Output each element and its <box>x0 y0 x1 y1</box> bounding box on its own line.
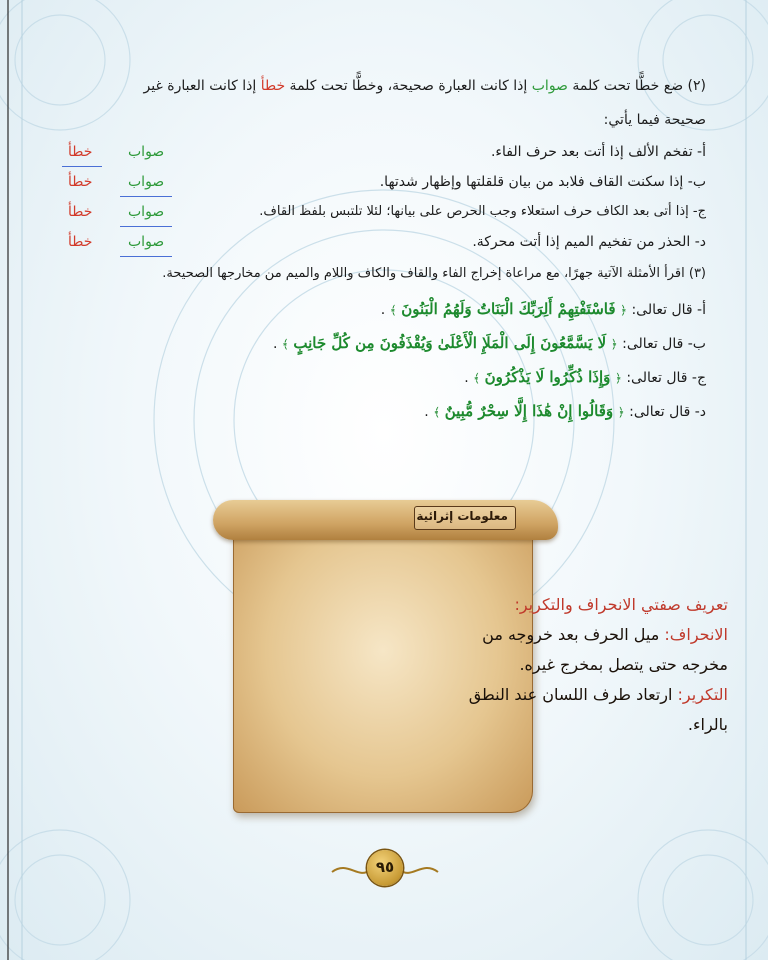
ayah-open-ornament: ﴿ <box>619 303 627 317</box>
ayah-prefix: ج- قال تعالى: <box>626 370 706 386</box>
sawab-option[interactable]: صواب <box>128 174 165 190</box>
takrir-text: ارتعاد طرف اللسان عند النطق بالراء. <box>468 685 728 734</box>
statement-text: ب- إذا سكنت القاف فلابد من بيان قلقلتها وإظهار شدتها. <box>379 174 706 190</box>
sawab-option[interactable]: صواب <box>128 144 165 160</box>
ayah-close-ornament: ﴾ <box>389 303 397 317</box>
scroll-content <box>453 590 728 740</box>
statement-text: ج- إذا أتى بعد الكاف حرف استعلاء وجب الحرص على بيانها؛ لئلا تلتبس بلفظ القاف. <box>259 204 706 219</box>
ayah-suffix: . <box>424 404 429 420</box>
page-number: ٩٥ <box>375 858 395 876</box>
inhiraf-text: ميل الحرف بعد خروجه من مخرجه حتى يتصل بمخرج غيره. <box>482 625 728 674</box>
answer-underline <box>120 226 172 227</box>
true-false-item <box>60 174 706 196</box>
ayah-text: وَقَالُوا إِنْ هَٰذَا إِلَّا سِحْرٌ مُّبِينٌ <box>444 402 614 420</box>
ayah-open-ornament: ﴿ <box>610 337 618 351</box>
inhiraf-label: الانحراف: <box>664 625 728 644</box>
ayah-prefix: ب- قال تعالى: <box>622 336 706 352</box>
ayah-open-ornament: ﴿ <box>617 405 625 419</box>
ayah-item <box>464 368 706 386</box>
ayah-prefix: أ- قال تعالى: <box>631 302 706 318</box>
exercise2-heading <box>144 76 706 96</box>
ayah-close-ornament: ﴾ <box>281 337 289 351</box>
sawab-option[interactable]: صواب <box>128 234 165 250</box>
ayah-text: وَإِذَا ذُكِّرُوا لَا يَذْكُرُونَ <box>484 368 611 386</box>
heading-text: (٢) ضع خطًّا تحت كلمة <box>567 78 706 94</box>
ayah-close-ornament: ﴾ <box>433 405 441 419</box>
ayah-suffix: . <box>380 302 386 318</box>
khata-option[interactable]: خطأ <box>68 234 93 250</box>
khata-option[interactable]: خطأ <box>68 144 93 160</box>
khata-option[interactable]: خطأ <box>68 174 93 190</box>
heading-text: إذا كانت العبارة غير <box>143 78 261 94</box>
statement-text: د- الحذر من تفخيم الميم إذا أتت محركة. <box>472 234 706 250</box>
ayah-open-ornament: ﴿ <box>614 371 622 385</box>
ayah-item <box>381 300 706 318</box>
heading-text: إذا كانت العبارة صحيحة، وخطًّا تحت كلمة <box>285 78 532 94</box>
ayah-prefix: د- قال تعالى: <box>629 404 706 420</box>
takrir-label: التكرير: <box>677 685 728 704</box>
ayah-suffix: . <box>464 370 469 386</box>
inhiraf-definition <box>453 620 728 680</box>
takrir-definition <box>453 680 728 740</box>
scroll-title: معلومات إثرائية <box>416 509 508 523</box>
true-false-item <box>60 234 706 256</box>
sawab-option[interactable]: صواب <box>128 204 165 220</box>
answer-underline <box>62 166 102 167</box>
ayah-suffix: . <box>273 336 278 352</box>
khata-option[interactable]: خطأ <box>68 204 93 220</box>
heading-sawab-word: صواب <box>531 78 568 94</box>
ayah-text: فَاسْتَفْتِهِمْ أَلِرَبِّكَ الْبَنَاتُ وَلَهُمُ الْبَنُونَ <box>401 300 616 318</box>
ayah-close-ornament: ﴾ <box>473 371 481 385</box>
ayah-text: لَا يَسَّمَّعُونَ إِلَى الْمَلَإِ الْأَعْلَىٰ وَيُقْذَفُونَ مِن كُلِّ جَانِبٍ <box>293 334 607 352</box>
answer-underline <box>120 256 172 257</box>
page-number-badge <box>330 846 440 890</box>
exercise3-heading: (٣) اقرأ الأمثلة الآتية جهرًا، مع مراعاة إخراج الفاء والقاف والكاف واللام والميم من مخارجها الصحيحة. <box>162 266 706 281</box>
heading-khata-word: خطأ <box>260 78 286 94</box>
scroll-heading: تعريف صفتي الانحراف والتكرير: <box>514 595 728 614</box>
ayah-item <box>424 402 706 420</box>
true-false-item <box>60 204 706 226</box>
exercise2-heading-line2: صحيحة فيما يأتي: <box>603 112 706 128</box>
ayah-item <box>273 334 706 352</box>
true-false-item <box>60 144 706 166</box>
answer-underline <box>120 196 172 197</box>
statement-text: أ- تفخم الألف إذا أتت بعد حرف الفاء. <box>490 144 706 160</box>
